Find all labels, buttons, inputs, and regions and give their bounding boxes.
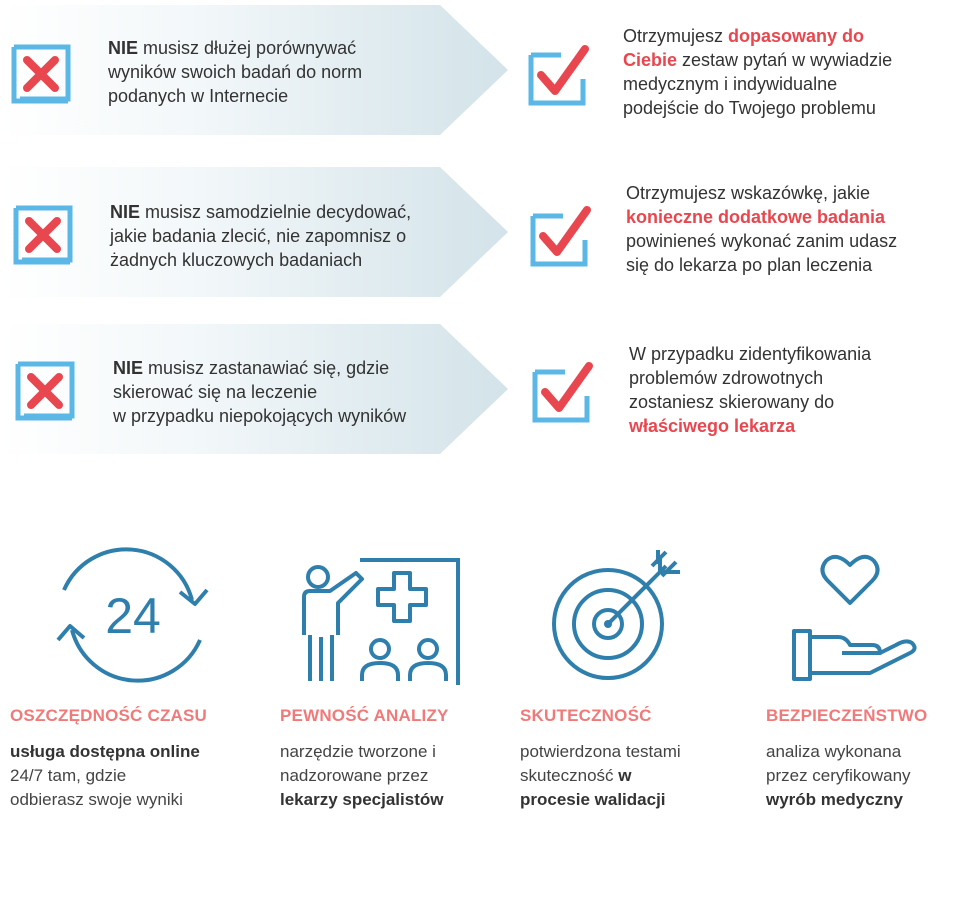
highlight-text: dopasowany do: [728, 26, 865, 46]
description-line: wyrób medyczny: [766, 790, 903, 809]
body-text: Otrzymujesz wskazówkę, jakie: [626, 183, 871, 203]
feature-description: [280, 740, 443, 812]
highlight-text: konieczne dodatkowe badania: [626, 207, 886, 227]
comparison-row-1: [0, 5, 960, 135]
feature-title: BEZPIECZEŃSTWO: [766, 706, 928, 725]
feature-title: SKUTECZNOŚĆ: [520, 706, 652, 725]
description-line: przez ceryfikowany: [766, 766, 911, 785]
description-line: skuteczność w: [520, 766, 632, 785]
doctor-presentation-icon: [290, 545, 480, 695]
clock-24-text: 24: [105, 588, 161, 644]
body-text: Otrzymujesz: [623, 26, 729, 46]
description-line: narzędzie tworzone i: [280, 742, 436, 761]
body-text: medycznym i indywidualne: [623, 74, 838, 94]
no-text: NIE musisz samodzielnie decydować, jakie badania zlecić, nie zapomnisz o żadnych kluczowych badaniach: [110, 202, 412, 270]
description-line: potwierdzona testami: [520, 742, 681, 761]
check-checkbox-icon: [531, 360, 595, 424]
x-checkbox-icon: [12, 204, 76, 268]
clock-24-icon: [40, 540, 230, 690]
description-line: lekarzy specjalistów: [280, 790, 444, 809]
feature-description: [10, 740, 200, 812]
description-line: analiza wykonana: [766, 742, 902, 761]
body-text: powinieneś wykonać zanim udasz: [626, 231, 898, 251]
description-line: usługa dostępna online: [10, 742, 200, 761]
feature-title: PEWNOŚĆ ANALIZY: [280, 706, 449, 725]
body-text: W przypadku zidentyfikowania: [629, 344, 872, 364]
highlight-text: właściwego lekarza: [629, 416, 796, 436]
highlight-text: Ciebie: [623, 50, 678, 70]
description-line: procesie walidacji: [520, 790, 666, 809]
description-line: odbierasz swoje wyniki: [10, 790, 183, 809]
body-text: zestaw pytań w wywiadzie: [677, 50, 893, 70]
yes-text: [623, 24, 892, 120]
feature-title: OSZCZĘDNOŚĆ CZASU: [10, 706, 208, 725]
body-text: podejście do Twojego problemu: [623, 98, 876, 118]
comparison-row-2: [0, 167, 960, 297]
body-text: się do lekarza po plan leczenia: [626, 255, 873, 275]
comparison-row-3: [0, 324, 960, 454]
description-line: 24/7 tam, gdzie: [10, 766, 127, 785]
body-text: problemów zdrowotnych: [629, 368, 824, 388]
feature-description: [766, 740, 911, 812]
feature-description: [520, 740, 681, 812]
body-text: zostaniesz skierowany do: [629, 392, 835, 412]
description-line: nadzorowane przez: [280, 766, 429, 785]
yes-text: [626, 181, 897, 277]
heart-hand-icon: [786, 545, 960, 695]
yes-text: [629, 342, 871, 438]
check-checkbox-icon: [529, 204, 593, 268]
no-text: NIE musisz zastanawiać się, gdzie skierować się na leczenie w przypadku niepokojących wyników: [113, 358, 407, 426]
x-checkbox-icon: [14, 360, 78, 424]
no-text: NIE musisz dłużej porównywać wyników swoich badań do norm podanych w Internecie: [108, 38, 363, 106]
target-arrow-icon: [540, 540, 730, 690]
check-checkbox-icon: [527, 43, 591, 107]
x-checkbox-icon: [10, 43, 74, 107]
